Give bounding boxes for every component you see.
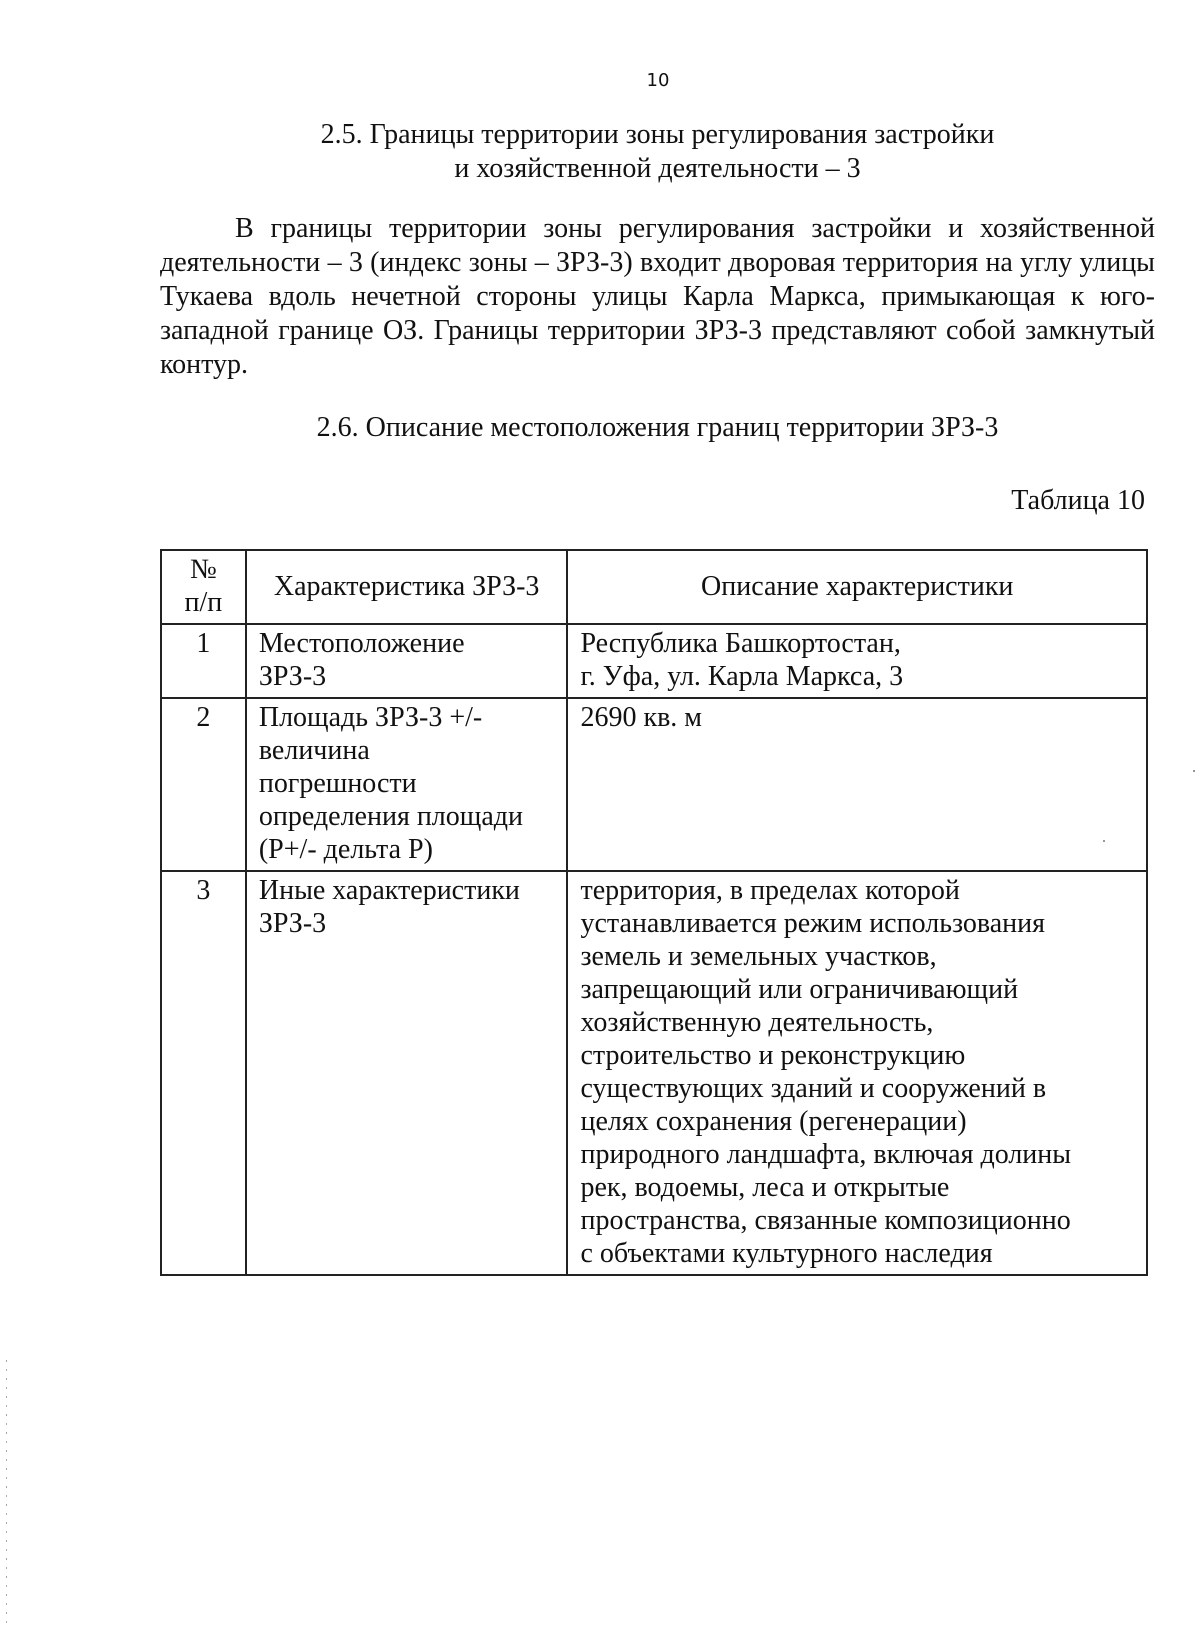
scan-speck: [1193, 770, 1195, 772]
header-characteristic: Характеристика ЗРЗ-3: [246, 550, 568, 624]
row-description: [567, 624, 1147, 698]
body-paragraph: В границы территории зоны регулирования застройки и хозяйственной деятельности – 3 (индекс зоны – ЗРЗ-3) входит дворовая территория на углу улицы Тукаева вдоль нечетной стороны улицы Карла Маркса, примыкающая к юго-западной границе ОЗ. Границы территории ЗРЗ-3 представляют собой замкнутый контур.: [160, 213, 1155, 380]
cell-line: рек, водоемы, леса и открытые: [580, 1172, 950, 1203]
cell-line: Иные характеристики: [258, 875, 520, 906]
cell-line: запрещающий или ограничивающий: [580, 974, 1019, 1005]
cell-line: определения площади: [258, 801, 523, 832]
row-characteristic: [246, 871, 568, 1275]
header-number-abbrev: п/п: [184, 587, 223, 618]
header-description: Описание характеристики: [567, 550, 1147, 624]
section-heading-location-description: 2.6. Описание местоположения границ территории ЗРЗ-3: [316, 412, 999, 443]
cell-line: 2690 кв. м: [580, 702, 703, 733]
cell-line: (Р+/- дельта Р): [258, 834, 433, 865]
row-number: 3: [161, 871, 246, 1275]
section-heading-line-1: 2.5. Границы территории зоны регулирования застройки: [320, 119, 995, 150]
cell-line: устанавливается режим использования: [580, 908, 1045, 939]
section-heading-line-2: и хозяйственной деятельности – 3: [454, 153, 861, 184]
row-characteristic: [246, 624, 568, 698]
table-header-row: [161, 550, 1147, 624]
characteristics-table: [160, 549, 1148, 1276]
header-number-symbol: №: [190, 554, 217, 585]
table-caption: Таблица 10: [1011, 485, 1145, 516]
table-row: [161, 871, 1147, 1275]
row-characteristic: [246, 698, 568, 871]
cell-line: хозяйственную деятельность,: [580, 1007, 934, 1038]
header-number: [161, 550, 246, 624]
cell-line: строительство и реконструкцию: [580, 1040, 966, 1071]
cell-line: природного ландшафта, включая долины: [580, 1139, 1072, 1170]
table-row: [161, 698, 1147, 871]
scan-speck: [1103, 840, 1105, 842]
cell-line: существующих зданий и сооружений в: [580, 1073, 1047, 1104]
row-description: [567, 871, 1147, 1275]
section-heading-zrz3-boundaries: [160, 118, 1155, 186]
cell-line: ЗРЗ-3: [258, 661, 327, 692]
cell-line: ЗРЗ-3: [258, 908, 327, 939]
row-number: 2: [161, 698, 246, 871]
cell-line: Площадь ЗРЗ-3 +/-: [258, 702, 483, 733]
cell-line: территория, в пределах которой: [580, 875, 960, 906]
cell-line: Местоположение: [258, 628, 465, 659]
cell-line: пространства, связанные композиционно: [580, 1205, 1071, 1236]
cell-line: г. Уфа, ул. Карла Маркса, 3: [580, 661, 904, 692]
cell-line: Республика Башкортостан,: [580, 628, 901, 659]
cell-line: целях сохранения (регенерации): [580, 1106, 967, 1137]
table-row: [161, 624, 1147, 698]
scan-edge-mark: [6, 1360, 7, 1630]
cell-line: погрешности: [258, 768, 417, 799]
cell-line: с объектами культурного наследия: [580, 1238, 993, 1269]
row-number: 1: [161, 624, 246, 698]
cell-line: земель и земельных участков,: [580, 941, 937, 972]
cell-line: величина: [258, 735, 370, 766]
row-description: [567, 698, 1147, 871]
page-number: 10: [646, 70, 670, 91]
